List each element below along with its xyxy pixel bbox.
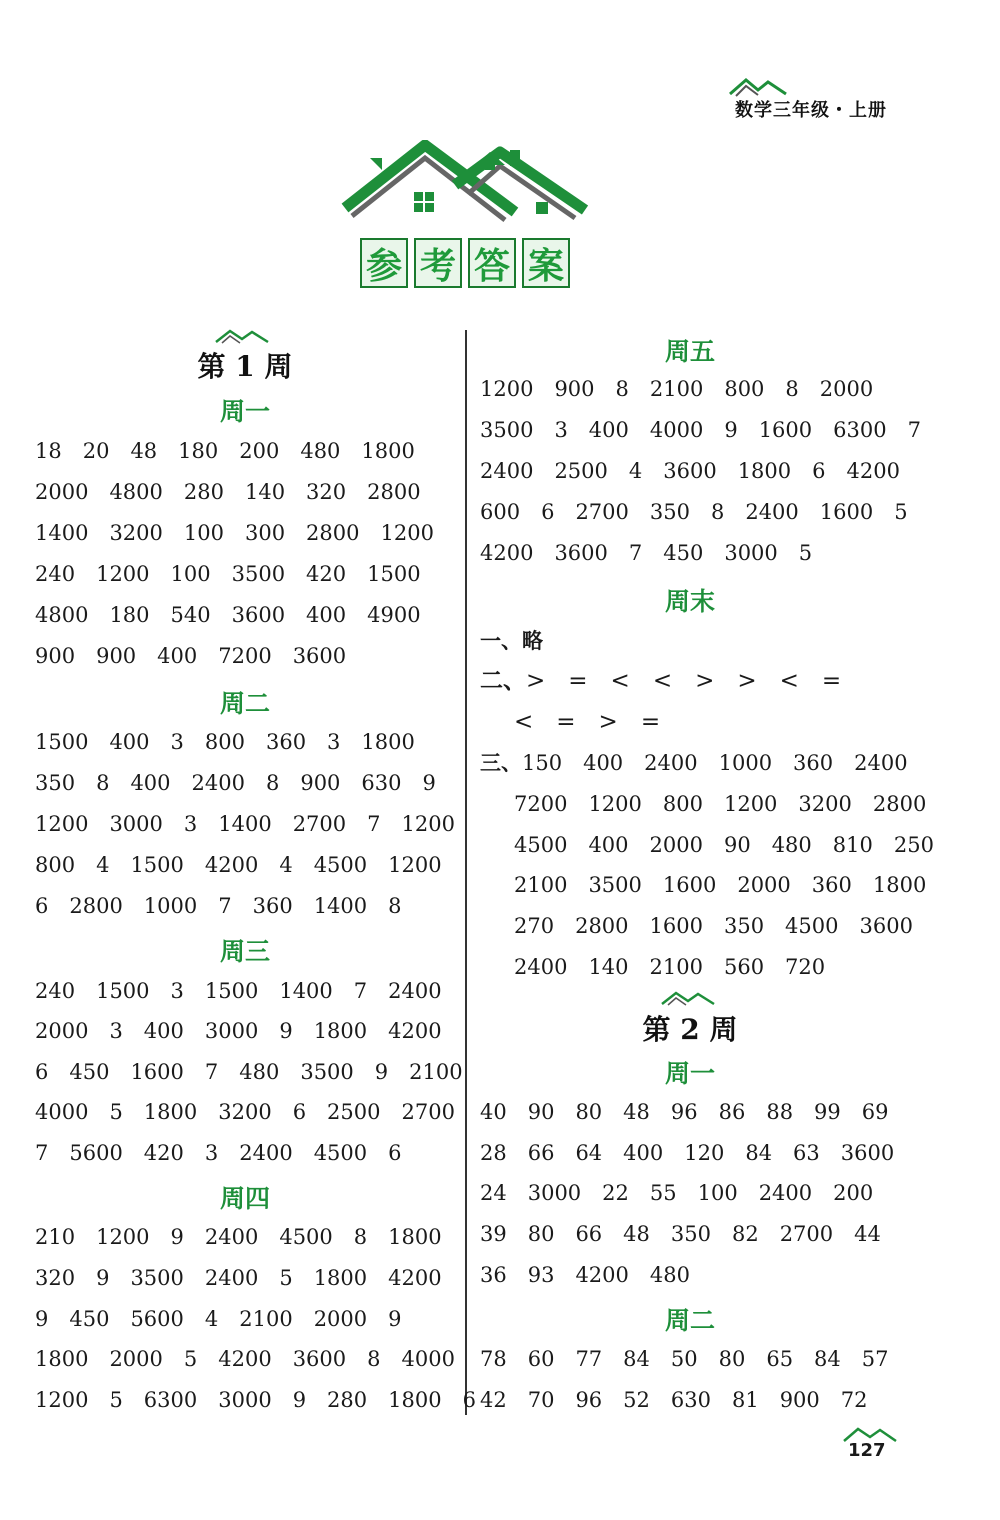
answer-row: 240 1200 100 3500 420 1500 [35,562,421,586]
house-roof-icon [340,140,590,230]
answer-row: 40 90 80 48 96 86 88 99 69 [480,1100,889,1124]
answer-row: 6 450 1600 7 480 3500 9 2100 [35,1060,463,1084]
answer-row: 2400 140 2100 560 720 [514,955,826,979]
answer-row: 1500 400 3 800 360 3 1800 [35,730,415,754]
answer-row: 900 900 400 7200 3600 [35,644,347,668]
answer-row: 320 9 3500 2400 5 1800 4200 [35,1266,442,1290]
comparison-symbols: < = > = [514,709,661,735]
answer-row: 600 6 2700 350 8 2400 1600 5 [480,500,908,524]
answer-row: 1400 3200 100 300 2800 1200 [35,521,434,545]
week1-mon-heading: 周一 [219,397,270,426]
answer-row: 24 3000 22 55 100 2400 200 [480,1181,874,1205]
title-char: 考 [414,238,462,288]
answer-row: 7200 1200 800 1200 3200 2800 [514,792,927,816]
week-roof-icon [660,990,716,1006]
answer-row: 78 60 77 84 50 80 65 84 57 [480,1347,889,1371]
week2-tue-heading: 周二 [664,1306,715,1335]
title-char: 答 [468,238,516,288]
week1-wed-heading: 周三 [219,937,270,966]
week-roof-icon [214,328,270,344]
week1-thu-heading: 周四 [219,1184,270,1213]
week2-mon-heading: 周一 [664,1059,715,1088]
q2-label: 二、 [480,668,526,694]
week1-weekend-heading: 周末 [664,587,715,616]
week-2-heading: 第 2 周 [642,1013,738,1046]
answer-row: 6 2800 1000 7 360 1400 8 [35,894,402,918]
answer-row: 28 66 64 400 120 84 63 3600 [480,1141,895,1165]
answer-row: 270 2800 1600 350 4500 3600 [514,914,913,938]
answer-row: 9 450 5600 4 2100 2000 9 [35,1307,402,1331]
week-1-heading: 第 1 周 [197,350,293,383]
book-title: 数学三年级・上册 [735,100,887,121]
answer-row: 18 20 48 180 200 480 1800 [35,439,415,463]
answers-title [360,238,570,290]
answer-row: 2100 3500 1600 2000 360 1800 [514,873,927,897]
answer-row: 36 93 4200 480 [480,1263,690,1287]
answer-row: 150 400 2400 1000 360 2400 [522,751,908,775]
answer-row: 210 1200 9 2400 4500 8 1800 [35,1225,442,1249]
title-char: 案 [522,238,570,288]
answer-row: 4000 5 1800 3200 6 2500 2700 [35,1100,455,1124]
answer-row: 4800 180 540 3600 400 4900 [35,603,421,627]
answer-row: 42 70 96 52 630 81 900 72 [480,1388,868,1412]
answer-row: 39 80 66 48 350 82 2700 44 [480,1222,881,1246]
answer-row: 2000 4800 280 140 320 2800 [35,480,421,504]
answer-row: 2400 2500 4 3600 1800 6 4200 [480,459,900,483]
header-roof-icon [728,76,788,98]
q3-label: 三、 [480,751,522,775]
answer-row: 800 4 1500 4200 4 4500 1200 [35,853,442,877]
answer-row: 4200 3600 7 450 3000 5 [480,541,813,565]
answer-row: 2000 3 400 3000 9 1800 4200 [35,1019,442,1043]
answer-row: 350 8 400 2400 8 900 630 9 [35,771,436,795]
comparison-symbols: > = < < > > < = [526,668,842,694]
answer-row: 1200 3000 3 1400 2700 7 1200 [35,812,455,836]
answer-row: 240 1500 3 1500 1400 7 2400 [35,979,442,1003]
q3-row [480,748,908,778]
answer-row: 1200 900 8 2100 800 8 2000 [480,377,874,401]
answer-row: 1200 5 6300 3000 9 280 1800 6 [35,1388,476,1412]
page-number: 127 [848,1440,886,1461]
column-divider [465,330,467,1415]
answer-row: 4500 400 2000 90 480 810 250 [514,833,934,857]
answer-row: 7 5600 420 3 2400 4500 6 [35,1141,402,1165]
week1-fri-heading: 周五 [664,337,715,366]
answer-row: 1800 2000 5 4200 3600 8 4000 [35,1347,455,1371]
q2-row [480,665,841,697]
week1-tue-heading: 周二 [219,689,270,718]
q1-answer: 一、略 [480,629,543,653]
answer-row: 3500 3 400 4000 9 1600 6300 7 [480,418,921,442]
title-char: 参 [360,238,408,288]
